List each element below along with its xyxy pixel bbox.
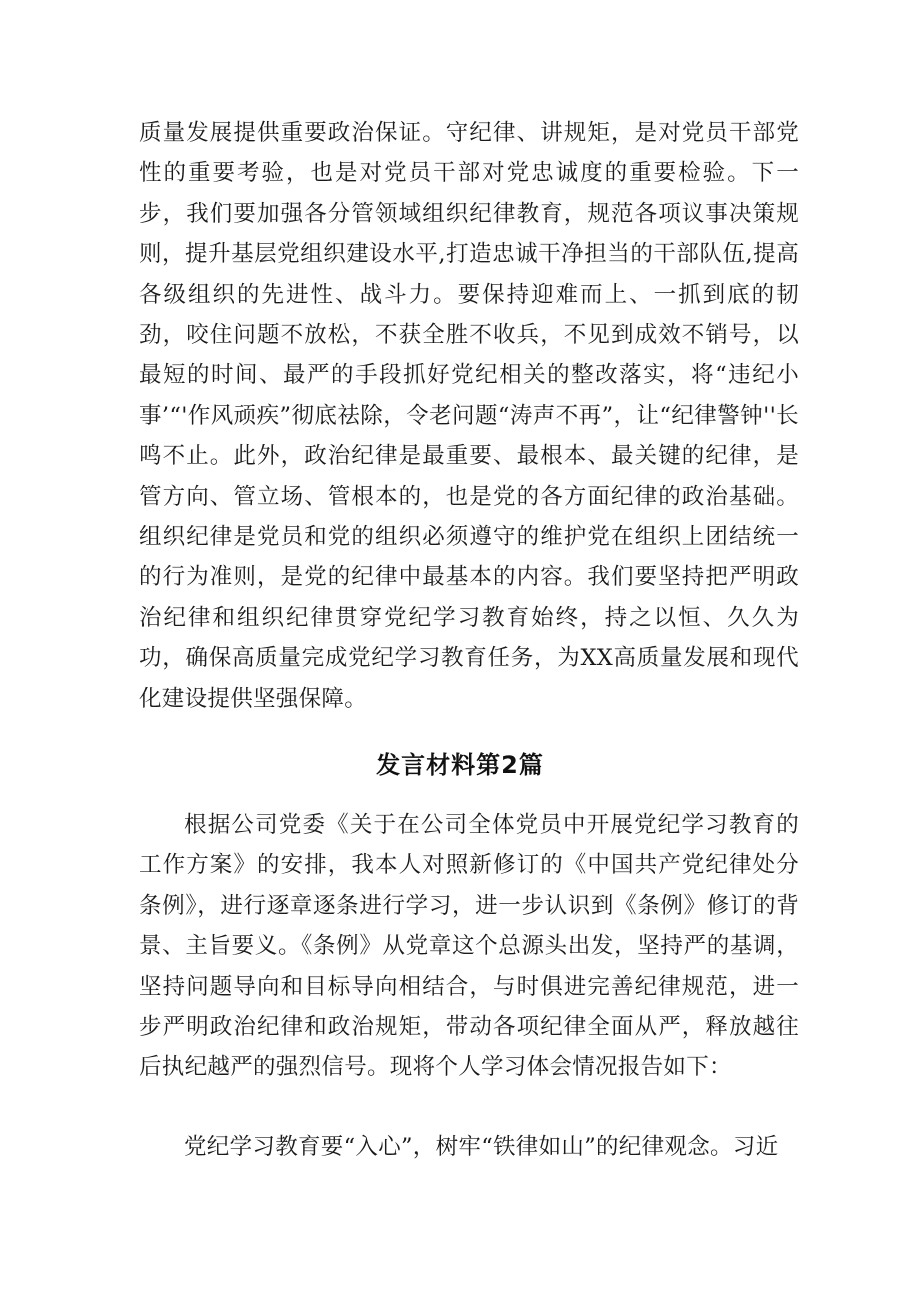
body-paragraph: 党纪学习教育要“入心”，树牢“铁律如山”的纪律观念。习近 xyxy=(184,1134,779,1160)
body-paragraph: 根据公司党委《关于在公司全体党员中开展党纪学习教育的工作方案》的安排，我本人对照新修订的《中国共产党纪律处分条例》，进行逐章逐条进行学习，进一步认识到《条例》修订的背景、主旨要义。《条例》从党章这个总源头出发，坚持严的基调，坚持问题导向和目标导向相结合，与时俱进完善纪律规范，进一步严明政治纪律和政治规矩，带动各项纪律全面从严，释放越往后执纪越严的强烈信号。现将个人学习体会情况报告如下： xyxy=(139,812,799,1081)
body-paragraph: 质量发展提供重要政治保证。守纪律、讲规矩，是对党员干部党性的重要考验，也是对党员干部对党忠诚度的重要检验。下一步，我们要加强各分管领域组织纪律教育，规范各项议事决策规则，提升基层党组织建设水平,打造忠诚干净担当的干部队伍,提高各级组织的先进性、战斗力。要保持迎难而上、一抓到底的韧劲，咬住问题不放松，不获全胜不收兵，不见到成效不销号，以最短的时间、最严的手段抓好党纪相关的整改落实，将“违纪小事’“'作风顽疾”彻底祛除，令老问题“涛声不再”，让“纪律警钟''长鸣不止。此外，政治纪律是最重要、最根本、最关键的纪律，是管方向、管立场、管根本的，也是党的各方面纪律的政治基础。组织纪律是党员和党的组织必须遵守的维护党在组织上团结统一的行为准则，是党的纪律中最基本的内容。我们要坚持把严明政治纪律和组织纪律贯穿党纪学习教育始终，持之以恒、久久为功，确保高质量完成党纪学习教育任务，为XX高质量发展和现代化建设提供坚强保障。 xyxy=(139,120,799,712)
section-heading: 发言材料第2篇 xyxy=(376,751,544,779)
